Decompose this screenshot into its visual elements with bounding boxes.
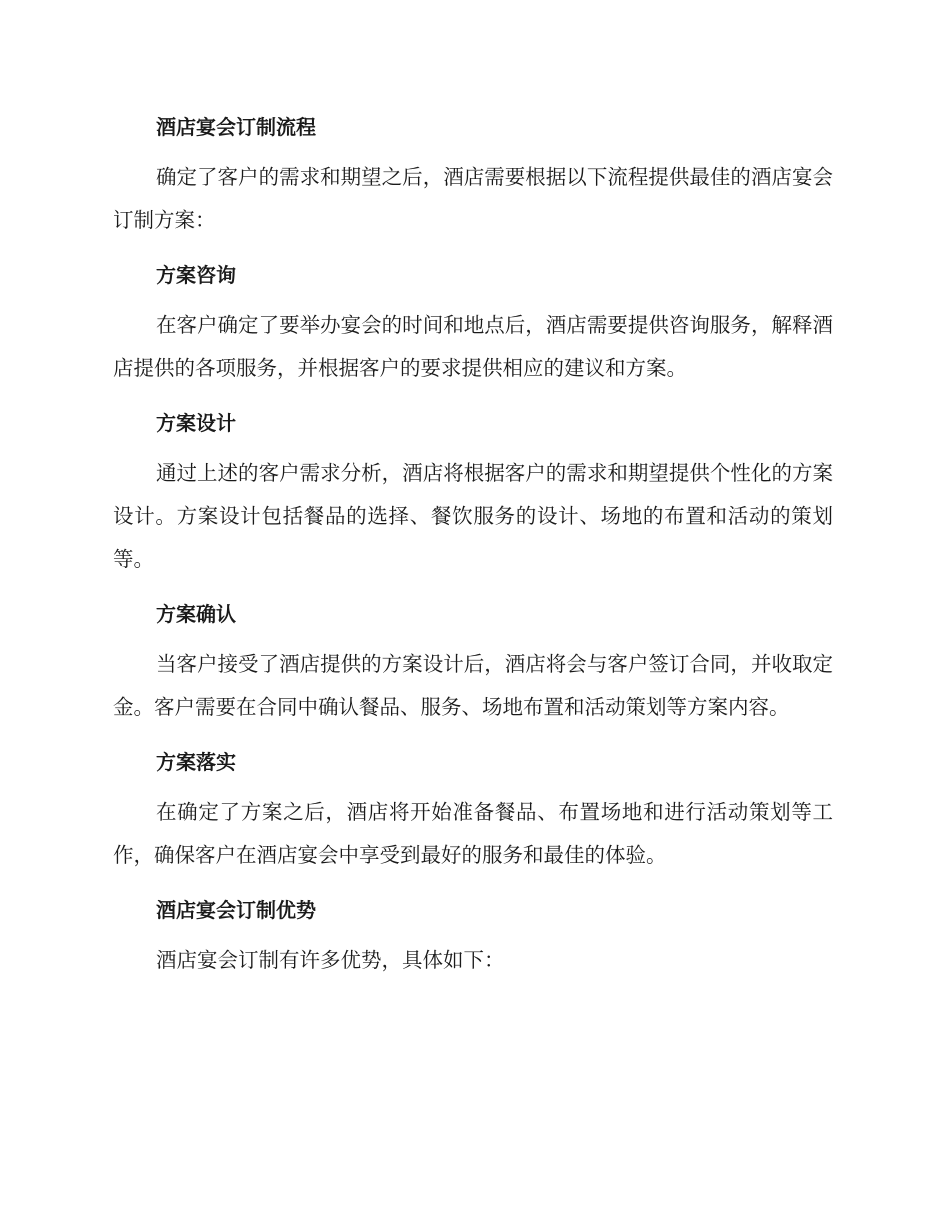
section-paragraph-advantages: 酒店宴会订制有许多优势，具体如下：	[156, 948, 505, 972]
section-paragraph-consultation: 在客户确定了要举办宴会的时间和地点后，酒店需要提供咨询服务，解释酒店提供的各项服务，并根据客户的要求提供相应的建议和方案。	[113, 313, 833, 380]
section-heading-process: 酒店宴会订制流程	[156, 115, 316, 139]
section-paragraph-confirmation: 当客户接受了酒店提供的方案设计后，酒店将会与客户签订合同，并收取定金。客户需要在合同中确认餐品、服务、场地布置和活动策划等方案内容。	[113, 652, 833, 719]
section-paragraph-design: 通过上述的客户需求分析，酒店将根据客户的需求和期望提供个性化的方案设计。方案设计包括餐品的选择、餐饮服务的设计、场地的布置和活动的策划等。	[113, 461, 833, 571]
section-heading-confirmation: 方案确认	[156, 602, 236, 626]
section-paragraph-process: 确定了客户的需求和期望之后，酒店需要根据以下流程提供最佳的酒店宴会订制方案：	[113, 165, 833, 232]
section-paragraph-implementation: 在确定了方案之后，酒店将开始准备餐品、布置场地和进行活动策划等工作，确保客户在酒店宴会中享受到最好的服务和最佳的体验。	[113, 800, 833, 867]
section-heading-implementation: 方案落实	[156, 750, 236, 774]
section-heading-advantages: 酒店宴会订制优势	[156, 898, 316, 922]
document-body	[113, 108, 833, 982]
section-heading-design: 方案设计	[156, 411, 236, 435]
section-heading-consultation: 方案咨询	[156, 263, 236, 287]
